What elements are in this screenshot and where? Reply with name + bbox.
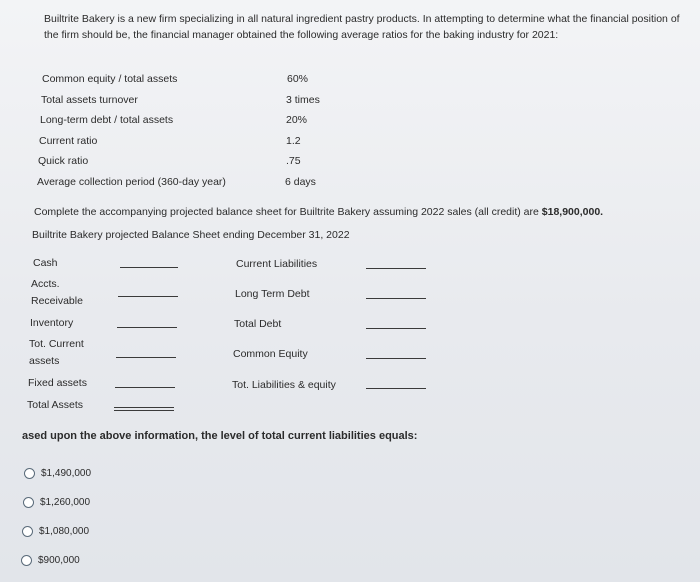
accounts-receivable-label-line2: Receivable — [31, 295, 83, 307]
answer-option[interactable] — [21, 555, 80, 566]
balance-sheet-title: Builtrite Bakery projected Balance Sheet ending December 31, 2022 — [32, 229, 350, 241]
cash-blank[interactable] — [120, 267, 178, 268]
common-equity-blank[interactable] — [366, 358, 426, 359]
common-equity-label: Common Equity — [233, 348, 308, 360]
radio-button[interactable] — [21, 555, 32, 566]
total-current-assets-blank[interactable] — [116, 357, 176, 358]
total-debt-blank[interactable] — [366, 328, 426, 329]
cash-label: Cash — [33, 257, 58, 269]
answer-option-label: $900,000 — [38, 555, 80, 566]
ratio-value: 6 days — [285, 176, 316, 188]
inventory-label: Inventory — [30, 317, 74, 329]
ratio-label: Average collection period (360-day year) — [37, 176, 226, 188]
radio-button[interactable] — [24, 468, 35, 479]
instruction-text: Complete the accompanying projected balance sheet for Builtrite Bakery assuming 2022 sales (all credit) are — [34, 206, 542, 218]
accounts-receivable-blank[interactable] — [118, 296, 178, 297]
current-liabilities-label: Current Liabilities — [236, 258, 318, 270]
ratio-value: 60% — [287, 73, 309, 85]
long-term-debt-blank[interactable] — [366, 298, 426, 299]
answer-option[interactable] — [23, 497, 90, 508]
total-current-assets-label-line2: assets — [29, 355, 60, 367]
ratio-value: 3 times — [286, 94, 320, 106]
fixed-assets-blank[interactable] — [115, 387, 175, 388]
ratio-label: Current ratio — [39, 135, 98, 147]
ratio-value: 1.2 — [286, 135, 301, 147]
current-liabilities-blank[interactable] — [366, 268, 426, 269]
answer-option-label: $1,260,000 — [40, 497, 91, 508]
ratio-label: Quick ratio — [38, 155, 89, 167]
ratio-label: Total assets turnover — [41, 94, 138, 106]
fixed-assets-label: Fixed assets — [28, 377, 87, 389]
ratio-value: .75 — [286, 155, 301, 167]
radio-button[interactable] — [23, 497, 34, 508]
answer-option-label: $1,490,000 — [41, 468, 92, 479]
ratio-label: Common equity / total assets — [42, 73, 178, 85]
question-text: ased upon the above information, the level of total current liabilities equals: — [22, 430, 418, 442]
answer-option[interactable] — [22, 526, 89, 537]
total-liabilities-equity-blank[interactable] — [366, 388, 426, 389]
radio-button[interactable] — [22, 526, 33, 537]
sales-amount: $18,900,000. — [541, 206, 604, 218]
answer-option[interactable] — [24, 468, 91, 479]
inventory-blank[interactable] — [117, 327, 177, 328]
ratio-value: 20% — [286, 114, 308, 126]
instruction — [34, 206, 603, 218]
accounts-receivable-label-line1: Accts. — [31, 278, 60, 290]
total-liabilities-equity-label: Tot. Liabilities & equity — [232, 379, 336, 391]
total-debt-label: Total Debt — [234, 318, 282, 330]
total-assets-label: Total Assets — [27, 399, 84, 411]
ratio-label: Long-term debt / total assets — [40, 114, 174, 126]
problem-intro: Builtrite Bakery is a new firm specializing in all natural ingredient pastry products. In attempting to determine what the financial position of the firm should be, the financial manager obtained the following average ratios for the baking industry for 2021: — [44, 13, 680, 41]
total-current-assets-label-line1: Tot. Current — [29, 338, 84, 350]
long-term-debt-label: Long Term Debt — [235, 288, 310, 300]
total-assets-blank[interactable] — [114, 407, 174, 408]
answer-option-label: $1,080,000 — [39, 526, 90, 537]
